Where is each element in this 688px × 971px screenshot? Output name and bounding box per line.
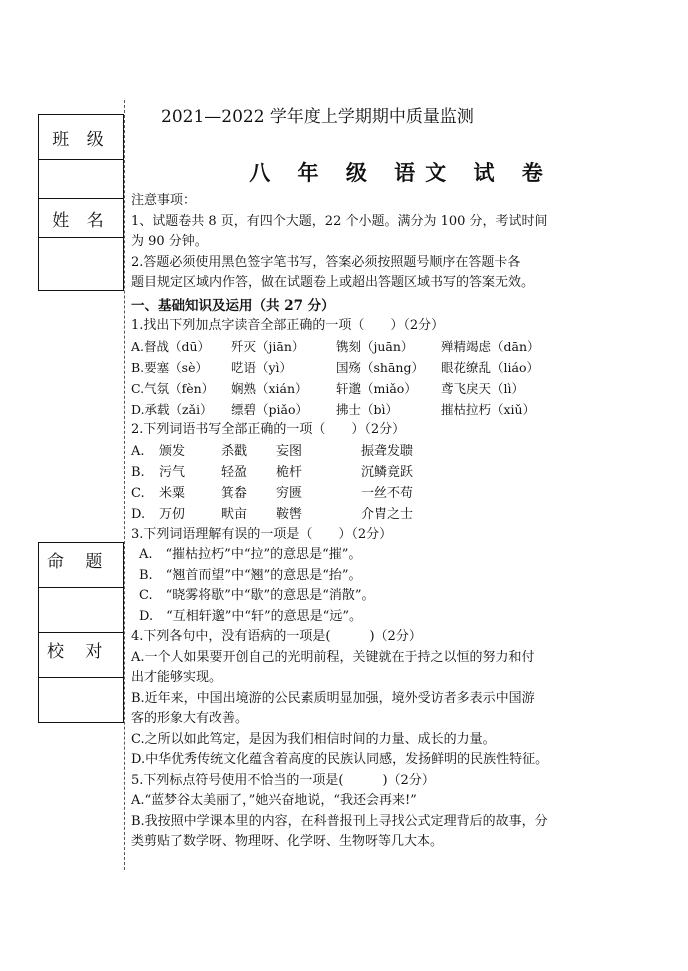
q2-word: 污气 — [159, 464, 186, 480]
q1-option: 眼花缭乱（liáo） — [441, 360, 539, 375]
q2-word: 颁发 — [159, 443, 186, 459]
question-3-stem: 3.下列词语理解有误的一项是（ ）（2分） — [131, 526, 393, 542]
q4-option-a-cont: 出才能够实现。 — [131, 670, 223, 685]
q3-option: C. “晓雾将歇”中“歇”的意思是“消散”。 — [139, 588, 375, 603]
question-5-stem: 5.下列标点符号使用不恰当的一项是( )（2分） — [131, 772, 435, 788]
q2-word: 一丝不苟 — [361, 485, 414, 501]
q4-option-b: B.近年来，中国出境游的公民素质明显加强，境外受访者多表示中国游 — [131, 690, 535, 706]
author-label: 命 题 — [39, 543, 124, 588]
q1-option: 摧枯拉朽（xiǔ） — [441, 402, 536, 417]
q1-option: A.督战（dū） — [131, 339, 211, 354]
q5-option-b-cont: 类剪贴了数学呀、物理呀、化学呀、生物呀等几大本。 — [131, 834, 444, 849]
q2-word: 妄图 — [276, 443, 303, 459]
q4-option-a: A.一个人如果要开创自己的光明前程，关键就在于持之以恒的努力和付 — [131, 649, 535, 665]
q3-option: A. “摧枯拉朽”中“拉”的意思是“摧”。 — [139, 547, 362, 562]
q2-word: 沉鳞竟跃 — [361, 464, 414, 480]
q2-option-row — [131, 441, 671, 462]
section-heading: 一、基础知识及运用（共 27 分） — [131, 297, 335, 314]
name-field[interactable] — [39, 238, 124, 291]
question-1-stem: 1.找出下列加点字读音全部正确的一项（ ）（2分） — [131, 317, 445, 333]
q2-word: 轻盈 — [221, 464, 248, 480]
q1-option: B.要塞（sè） — [131, 360, 208, 375]
q2-word: 穷匮 — [276, 485, 303, 501]
q1-option: 歼灭（jiān） — [231, 339, 305, 354]
q4-option-c: C.之所以如此笃定，是因为我们相信时间的力量、成长的力量。 — [131, 731, 496, 747]
q1-option-row — [131, 357, 671, 378]
q1-option: 呓语（yì） — [231, 360, 293, 375]
q4-option-d: D.中华优秀传统文化蕴含着高度的民族认同感，发扬鲜明的民族性特征。 — [131, 752, 549, 767]
q2-word: 鞍辔 — [276, 506, 303, 522]
class-field[interactable] — [39, 160, 124, 199]
q1-option: 镌刻（juān） — [336, 339, 414, 354]
q2-word: 桅杆 — [276, 464, 303, 480]
q1-option: 缥碧（piǎo） — [231, 402, 308, 417]
exam-subtitle: 八 年 级 语文 试 卷 — [249, 160, 553, 185]
check-label: 校 对 — [39, 633, 124, 678]
notes-line: 题目规定区域内作答，做在试题卷上或超出答题区域书写的答案无效。 — [131, 275, 535, 290]
q2-word: 米粟 — [159, 485, 186, 501]
q2-word: 介胄之士 — [361, 506, 414, 522]
q2-option-letter: C. — [131, 485, 145, 501]
q2-option-row — [131, 504, 671, 525]
q1-option: 拂士（bì） — [336, 402, 398, 417]
class-label: 班 级 — [39, 115, 124, 160]
q2-option-letter: A. — [131, 443, 145, 459]
binding-line — [124, 100, 125, 870]
exam-title: 2021—2022 学年度上学期期中质量监测 — [161, 107, 474, 127]
notes-heading: 注意事项： — [131, 193, 197, 208]
q3-option: D. “互相轩邈”中“轩”的意思是“远”。 — [139, 608, 362, 624]
q1-option-row — [131, 399, 671, 420]
notes-line: 2.答题必须使用黑色签字笔书写，答案必须按照题号顺序在答题卡各 — [131, 254, 521, 270]
q2-word: 振聋发聩 — [361, 443, 414, 459]
question-4-stem: 4.下列各句中，没有语病的一项是( )（2分） — [131, 629, 422, 644]
q2-option-letter: D. — [131, 506, 146, 522]
q3-option: B. “翘首而望”中“翘”的意思是“抬”。 — [139, 567, 362, 583]
q5-option-b: B.我按照中学课本里的内容，在科普报刊上寻找公式定理背后的故事，分 — [131, 813, 548, 829]
q2-option-row — [131, 462, 671, 483]
check-field[interactable] — [39, 678, 124, 723]
q1-option: 轩邈（miǎo） — [336, 381, 417, 396]
q1-option: C.气氛（fèn） — [131, 381, 215, 396]
notes — [131, 191, 671, 294]
question-2-stem: 2.下列词语书写全部正确的一项（ ）（2分） — [131, 422, 406, 437]
q1-option: 国殇（shāng） — [336, 360, 424, 375]
q1-option: 殚精竭虑（dān） — [441, 339, 540, 354]
q2-word: 杀戳 — [221, 443, 248, 459]
q2-word: 箕畚 — [221, 485, 248, 501]
q1-option: 娴熟（xián） — [231, 381, 308, 396]
q1-option: 鸢飞戾天（lì） — [441, 381, 524, 396]
q1-option-row — [131, 378, 671, 399]
q2-word: 万仞 — [159, 506, 186, 522]
notes-line: 为 90 分钟。 — [131, 234, 208, 249]
q1-option-row — [131, 336, 671, 357]
author-check-table — [38, 542, 124, 723]
q2-option-row — [131, 483, 671, 504]
name-label: 姓 名 — [39, 199, 124, 238]
exam-content — [131, 102, 671, 853]
q4-option-b-cont: 客的形象大有改善。 — [131, 711, 249, 726]
author-field[interactable] — [39, 588, 124, 633]
notes-line: 1、试题卷共 8 页，有四个大题，22 个小题。满分为 100 分，考试时间 — [131, 213, 548, 229]
q2-option-letter: B. — [131, 464, 145, 480]
q1-option: D.承载（zǎi） — [131, 402, 213, 417]
q5-option-a: A.“蓝梦谷太美丽了，”她兴奋地说，“我还会再来!” — [131, 793, 417, 808]
class-name-table — [38, 114, 124, 291]
q2-word: 畎亩 — [221, 506, 248, 522]
